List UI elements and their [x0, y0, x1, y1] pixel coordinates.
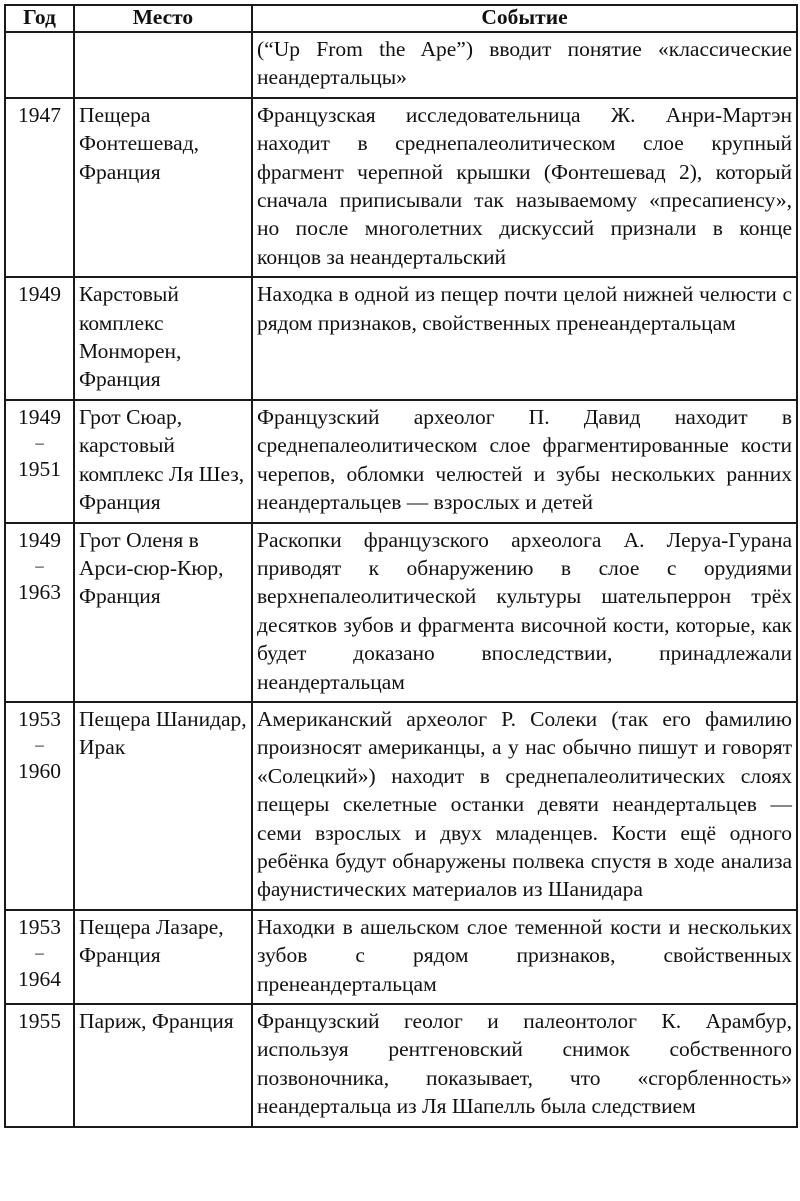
event-cell: Французский археолог П. Давид находит в среднепалеолитическом слое фрагментированные кости черепов, обломки челюстей и зубы нескольких ранних неандертальцев — взрослых и детей [252, 400, 797, 523]
table-row [5, 32, 797, 98]
event-cell: Американский археолог Р. Солеки (так его фамилию произносят американцы, а у нас обычно пишут и говорят «Солецкий») находит в среднепалеолитических слоях пещеры скелетные останки девяти неандертальцев — семи взрослых и двух младенцев. Кости ещё одного ребёнка будут обнаружены полвека спустя в ходе анализа фаунистических материалов из Шанидара [252, 702, 797, 910]
place-cell: Грот Оленя в Арси-сюр-Кюр, Франция [74, 523, 252, 702]
year-start: 1955 [18, 1009, 61, 1033]
table-row [5, 702, 797, 910]
place-cell: Карстовый комплекс Монморен, Франция [74, 277, 252, 400]
year-cell [5, 98, 74, 277]
year-cell [5, 1004, 74, 1127]
year-cell [5, 32, 74, 98]
header-row [5, 5, 797, 32]
place-cell: Пещера Фонтешевад, Франция [74, 98, 252, 277]
year-start: 1949 [18, 404, 61, 429]
chronology-table [4, 4, 798, 1128]
place-cell: Пещера Шанидар, Ирак [74, 702, 252, 910]
header-event: Событие [252, 5, 797, 32]
year-range-dash: – [35, 433, 44, 453]
header-year: Год [5, 5, 74, 32]
event-cell: Находки в ашельском слое теменной кости и нескольких зубов с рядом признаков, свойственных пренеандертальцам [252, 910, 797, 1004]
table-row [5, 1004, 797, 1127]
year-start: 1949 [18, 527, 61, 552]
event-cell: (“Up From the Ape”) вводит понятие «классические неандертальцы» [252, 32, 797, 98]
place-cell: Пещера Лазаре, Франция [74, 910, 252, 1004]
event-cell: Французский геолог и палеонтолог К. Арамбур, используя рентгеновский снимок собственного позвоночника, показывает, что «сгорбленность» неандертальца из Ля Шапелль была следствием [252, 1004, 797, 1127]
table-row [5, 98, 797, 277]
year-range-dash: – [35, 555, 44, 575]
year-start: 1949 [18, 282, 61, 307]
place-cell: Грот Сюар, карстовый комплекс Ля Шез, Франция [74, 400, 252, 523]
event-cell: Французская исследовательница Ж. Анри-Мартэн находит в среднепалеолитическом слое крупный фрагмент черепной крышки (Фонтешевад 2), который сначала приписывали так называемому «пресапиенсу», но после многолетних дискуссий признали в конце концов за неандертальский [252, 98, 797, 277]
year-end: 1960 [18, 759, 61, 784]
year-cell [5, 277, 74, 400]
year-cell [5, 523, 74, 702]
year-cell [5, 910, 74, 1004]
event-cell: Раскопки французского археолога А. Леруа-Гурана приводят к обнаружению в слое с орудиями верхнепалеолитической культуры шательперрон трёх десятков зубов и фрагмента височной кости, которые, как будет доказано впоследствии, принадлежали неандертальцам [252, 523, 797, 702]
table-row [5, 523, 797, 702]
year-end: 1963 [18, 579, 61, 604]
year-range-dash: – [35, 943, 44, 963]
header-place: Место [74, 5, 252, 32]
year-range-dash: – [35, 735, 44, 755]
year-end: 1964 [18, 967, 61, 992]
year-end: 1951 [18, 457, 61, 482]
year-start: 1953 [18, 914, 61, 939]
place-cell: Париж, Франция [74, 1004, 252, 1127]
table-row [5, 277, 797, 400]
year-start: 1953 [18, 706, 61, 731]
table-row [5, 910, 797, 1004]
table-row [5, 400, 797, 523]
event-cell: Находка в одной из пещер почти целой нижней челюсти с рядом признаков, свойственных пренеандертальцам [252, 277, 797, 400]
year-cell [5, 400, 74, 523]
year-start: 1947 [18, 102, 61, 127]
place-cell [74, 32, 252, 98]
year-cell [5, 702, 74, 910]
